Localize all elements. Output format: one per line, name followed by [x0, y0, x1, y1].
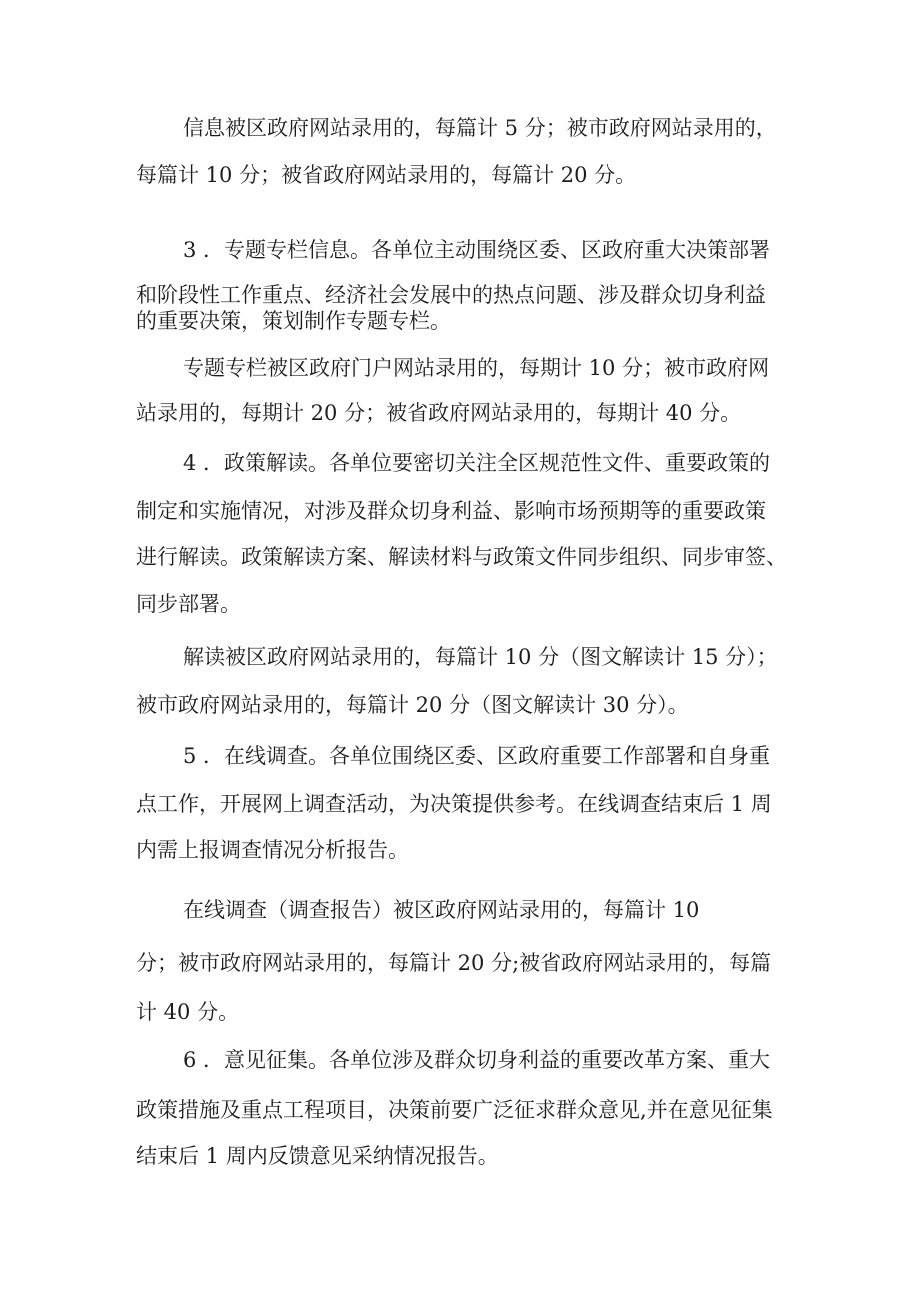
text-line: 进行解读。政策解读方案、解读材料与政策文件同步组织、同步审签、	[136, 545, 787, 569]
text-line: 分；被市政府网站录用的，每篇计 20 分;被省政府网站录用的，每篇	[136, 951, 772, 975]
text-line: 被市政府网站录用的，每篇计 20 分（图文解读计 30 分）。	[136, 693, 689, 717]
text-line: 结束后 1 周内反馈意见采纳情况报告。	[136, 1144, 499, 1168]
section-3-heading-line: 3 ．专题专栏信息。各单位主动围绕区委、区政府重大决策部署	[183, 238, 771, 262]
text-line: 在线调查（调查报告）被区政府网站录用的，每篇计 10	[183, 898, 700, 922]
section-6-heading-line: 6 ．意见征集。各单位涉及群众切身利益的重要改革方案、重大	[183, 1048, 771, 1072]
section-5-heading-line: 5 ．在线调查。各单位围绕区委、区政府重要工作部署和自身重	[183, 744, 771, 768]
text-line: 信息被区政府网站录用的，每篇计 5 分；被市政府网站录用的，	[183, 116, 777, 140]
text-line: 制定和实施情况，对涉及群众切身利益、影响市场预期等的重要政策	[136, 499, 766, 523]
text-line: 计 40 分。	[136, 1000, 240, 1024]
text-line: 政策措施及重点工程项目，决策前要广泛征求群众意见,并在意见征集	[136, 1098, 773, 1122]
text-line: 解读被区政府网站录用的，每篇计 10 分（图文解读计 15 分）；	[183, 645, 778, 669]
text-line: 每篇计 10 分；被省政府网站录用的，每篇计 20 分。	[136, 163, 637, 187]
text-line: 的重要决策，策划制作专题专栏。	[136, 309, 451, 333]
text-line: 点工作，开展网上调查活动，为决策提供参考。在线调查结束后 1 周	[136, 792, 772, 816]
text-line: 站录用的，每期计 20 分；被省政府网站录用的，每期计 40 分。	[136, 401, 742, 425]
section-4-heading-line: 4 ．政策解读。各单位要密切关注全区规范性文件、重要政策的	[183, 451, 771, 475]
text-line: 专题专栏被区政府门户网站录用的，每期计 10 分；被市政府网	[183, 356, 770, 380]
text-line: 和阶段性工作重点、经济社会发展中的热点问题、涉及群众切身利益	[136, 283, 766, 307]
text-line: 同步部署。	[136, 592, 241, 616]
text-line: 内需上报调查情况分析报告。	[136, 838, 409, 862]
